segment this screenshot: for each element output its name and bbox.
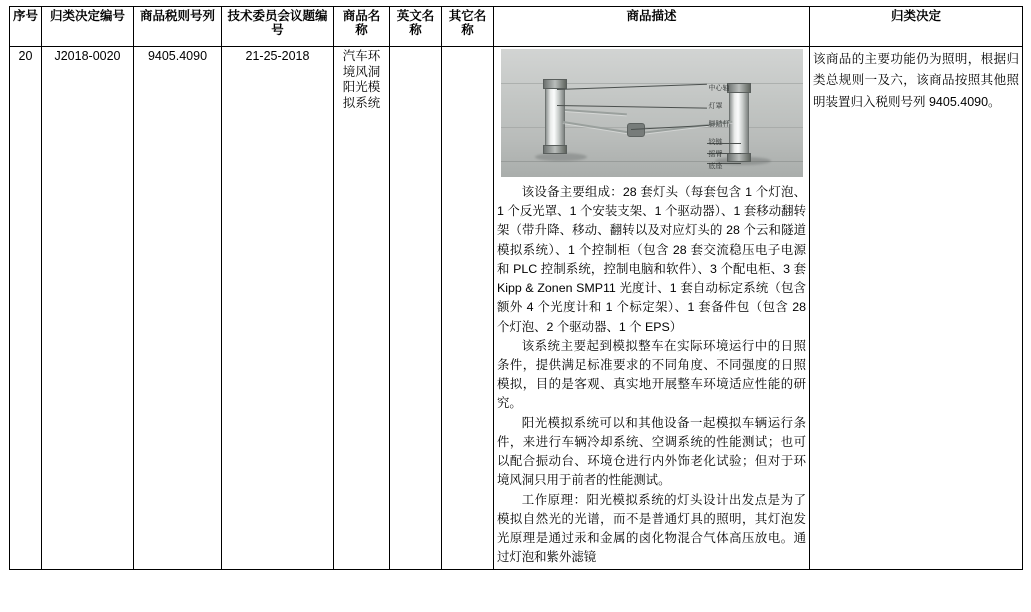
column-header-meeting-no: 技术委员会议题编号: [222, 7, 334, 47]
product-photo: [501, 49, 803, 177]
column-header-tariff-no: 商品税则号列: [134, 7, 222, 47]
cell-decision: 该商品的主要功能仍为照明，根据归类总规则一及六，该商品按照其他照明装置归入税则号列 9405.4090。: [810, 47, 1023, 570]
column-header-seq: 序号: [10, 7, 42, 47]
table-header-row: [10, 7, 1023, 47]
description-paragraph-3: 阳光模拟系统可以和其他设备一起模拟车辆运行条件，来进行车辆冷却系统、空调系统的性能测试；也可以配合振动台、环境仓进行内外饰老化试验；但对于环境风洞只用于前者的性能测试。: [497, 415, 806, 488]
cell-seq: 20: [10, 47, 42, 570]
cell-english-name: [390, 47, 442, 570]
product-photo-wrapper: [497, 49, 806, 177]
cell-meeting-no: 21-25-2018: [222, 47, 334, 570]
column-header-description: 商品描述: [494, 7, 810, 47]
description-paragraph-1: 该设备主要组成：28 套灯头（每套包含 1 个灯泡、1 个反光罩、1 个安装支架、1 个驱动器）、1 套移动翻转架（带升降、移动、翻转以及对应灯头的 28 个云和隧道模拟系统）、1 个控制柜（包含 28 套交流稳压电子电源和 PLC 控制系统，控制电脑和软件）、3 个配电柜、3 套 Kipp & Zonen SMP11 光度计、1 套自动标定系统（包含额外 4 个光度计和 1 个标定架）、1 套备件包（包含 28 个灯泡、2 个驱动器、1 个 EPS）: [497, 185, 806, 334]
description-paragraph-4: 工作原理：阳光模拟系统的灯头设计出发点是为了模拟自然光的光谱，而不是普通灯具的照明，其灯泡发光原理是通过汞和金属的卤化物混合气体高压放电。通过灯泡和紫外滤镜: [497, 492, 806, 565]
column-header-decision: 归类决定: [810, 7, 1023, 47]
cell-other-name: [442, 47, 494, 570]
column-header-other-name: 其它名称: [442, 7, 494, 47]
figure-callout-4: 摇臂: [708, 151, 723, 158]
figure-callout-5: 底座: [708, 163, 723, 170]
figure-callout-2: 脚踏杆: [708, 121, 730, 128]
cell-product-name: 汽车环境风洞阳光模拟系统: [334, 47, 390, 570]
figure-callout-1: 灯罩: [708, 103, 723, 110]
cell-decision-no: J2018-0020: [42, 47, 134, 570]
cell-tariff-no: 9405.4090: [134, 47, 222, 570]
table-row: [10, 47, 1023, 570]
figure-callout-3: 铰链: [708, 139, 723, 146]
column-header-decision-no: 归类决定编号: [42, 7, 134, 47]
description-paragraph-2: 该系统主要起到模拟整车在实际环境运行中的日照条件，提供满足标准要求的不同角度、不同强度的日照模拟，目的是客观、真实地开展整车环境适应性能的研究。: [497, 338, 806, 411]
column-header-product-name: 商品名称: [334, 7, 390, 47]
cell-description: [494, 47, 810, 570]
figure-callout-0: 中心轴: [708, 85, 730, 92]
classification-decision-table: [9, 6, 1023, 570]
column-header-english-name: 英文名称: [390, 7, 442, 47]
